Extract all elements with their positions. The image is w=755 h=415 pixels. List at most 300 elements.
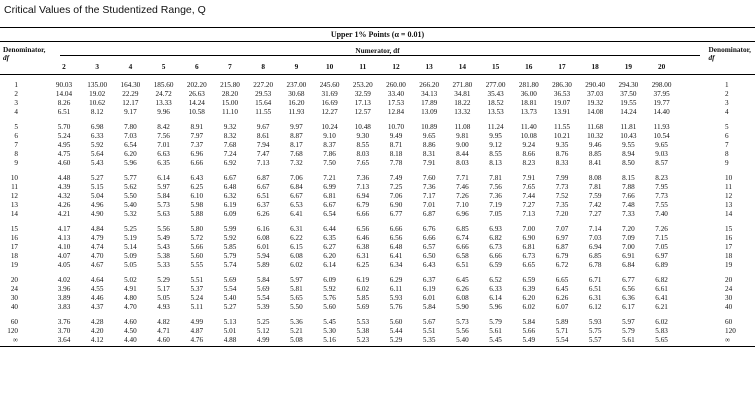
row-df-right: 9 — [725, 159, 729, 167]
table-cell: 271.80 — [452, 81, 473, 89]
table-cell: 7.03 — [588, 234, 602, 242]
table-cell: 5.56 — [157, 225, 170, 233]
table-cell: 5.84 — [256, 276, 270, 284]
table-cell: 4.79 — [90, 234, 104, 242]
table-cell: 6.29 — [389, 276, 403, 284]
table-cell: 6.79 — [555, 252, 569, 260]
table-cell: 6.91 — [622, 252, 635, 260]
table-cell: 5.45 — [323, 318, 336, 326]
row-df-right: 8 — [725, 150, 729, 158]
table-cell: 6.77 — [389, 210, 403, 218]
row-df-left: 120 — [7, 327, 18, 335]
table-cell: 9.81 — [456, 132, 469, 140]
table-cell: 13.53 — [487, 108, 504, 116]
table-cell: 5.54 — [223, 285, 237, 293]
table-cell: 6.87 — [256, 174, 270, 182]
table-cell: 7.50 — [323, 159, 336, 167]
table-cell: 22.29 — [122, 90, 139, 98]
numerator-label: Numerator, df — [355, 46, 400, 55]
table-cell: 7.24 — [223, 150, 237, 158]
table-cell: 6.35 — [157, 159, 170, 167]
table-cell: 5.40 — [456, 336, 469, 344]
row-df-left: 13 — [10, 201, 18, 209]
table-cell: 6.02 — [356, 285, 370, 293]
table-cell: 6.50 — [422, 252, 436, 260]
table-cell: 6.61 — [655, 285, 668, 293]
table-cell: 5.79 — [489, 318, 502, 326]
row-df-right: 15 — [725, 225, 733, 233]
table-cell: 6.01 — [422, 294, 436, 302]
table-cell: 215.80 — [220, 81, 240, 89]
row-df-right: 20 — [725, 276, 733, 284]
table-cell: 4.21 — [57, 210, 71, 218]
column-header: 20 — [657, 62, 666, 71]
column-header: 12 — [392, 62, 400, 71]
table-cell: 6.19 — [422, 285, 436, 293]
table-cell: 4.50 — [124, 327, 137, 335]
table-cell: 6.97 — [555, 234, 569, 242]
row-df-right: 13 — [725, 201, 733, 209]
table-cell: 7.73 — [555, 183, 569, 191]
row-df-left: 20 — [10, 276, 18, 284]
table-cell: 9.65 — [422, 132, 436, 140]
table-cell: 4.60 — [157, 336, 170, 344]
row-df-left: 15 — [10, 225, 18, 233]
table-cell: 4.10 — [57, 243, 71, 251]
table-cell: 6.77 — [622, 276, 635, 284]
table-cell: 8.57 — [655, 159, 668, 167]
column-headers — [0, 62, 755, 72]
table-cell: 5.66 — [522, 327, 536, 335]
row-df-left: 1 — [14, 81, 18, 89]
table-cell: 7.13 — [356, 183, 370, 191]
table-cell: 6.94 — [588, 243, 602, 251]
row-df-right: 1 — [725, 81, 729, 89]
table-cell: 4.37 — [90, 303, 104, 311]
table-cell: 6.51 — [456, 261, 469, 269]
table-cell: 3.89 — [57, 294, 71, 302]
table-row — [0, 108, 755, 117]
table-cell: 9.12 — [489, 141, 502, 149]
table-cell: 6.16 — [256, 225, 270, 233]
table-cell: 4.70 — [124, 303, 137, 311]
table-cell: 7.48 — [622, 201, 635, 209]
table-cell: 4.99 — [190, 318, 204, 326]
table-cell: 5.24 — [57, 132, 71, 140]
table-cell: 12.17 — [122, 99, 139, 107]
row-df-right: 7 — [725, 141, 729, 149]
table-cell: 6.01 — [256, 243, 270, 251]
table-cell: 6.56 — [389, 234, 403, 242]
table-cell: 18.22 — [454, 99, 471, 107]
table-cell: 6.84 — [622, 261, 635, 269]
table-cell: 5.33 — [157, 261, 170, 269]
table-cell: 5.08 — [290, 336, 303, 344]
table-cell: 5.61 — [622, 336, 635, 344]
table-cell: 5.84 — [522, 318, 536, 326]
table-cell: 6.78 — [588, 261, 602, 269]
table-cell: 6.66 — [190, 159, 204, 167]
row-df-right: ∞ — [725, 336, 731, 344]
numerator-rule — [60, 55, 700, 56]
table-cell: 6.31 — [290, 225, 303, 233]
table-cell: 5.43 — [157, 243, 170, 251]
table-cell: 5.40 — [223, 294, 237, 302]
table-cell: 4.70 — [90, 252, 104, 260]
table-cell: 6.38 — [356, 243, 370, 251]
table-cell: 4.74 — [90, 243, 104, 251]
table-cell: 14.04 — [55, 90, 73, 98]
table-cell: 5.99 — [223, 225, 237, 233]
table-cell: 4.80 — [124, 294, 137, 302]
table-cell: 7.07 — [555, 225, 569, 233]
table-row — [0, 261, 755, 270]
table-row — [0, 303, 755, 312]
row-df-left: 60 — [10, 318, 18, 326]
table-cell: 8.15 — [622, 174, 635, 182]
table-cell: 18.81 — [520, 99, 537, 107]
table-cell: 5.85 — [356, 294, 370, 302]
table-cell: 10.70 — [387, 123, 405, 131]
table-cell: 3.96 — [57, 285, 71, 293]
table-cell: 6.07 — [555, 303, 569, 311]
table-cell: 8.87 — [290, 132, 303, 140]
table-cell: 7.59 — [588, 192, 602, 200]
table-cell: 237.00 — [286, 81, 307, 89]
table-cell: 5.05 — [124, 261, 137, 269]
table-cell: 4.87 — [190, 327, 204, 335]
table-body — [0, 75, 755, 405]
table-cell: 6.96 — [456, 210, 469, 218]
table-cell: 8.03 — [356, 150, 370, 158]
table-row — [0, 183, 755, 192]
table-row — [0, 285, 755, 294]
table-cell: 8.12 — [90, 108, 104, 116]
table-cell: 5.90 — [456, 303, 469, 311]
table-cell: 5.76 — [323, 294, 336, 302]
row-df-right: 12 — [725, 192, 733, 200]
table-cell: 277.00 — [485, 81, 506, 89]
table-cell: 4.32 — [57, 192, 71, 200]
row-df-right: 4 — [725, 108, 729, 116]
table-cell: 4.05 — [57, 261, 71, 269]
table-cell: 9.65 — [655, 141, 668, 149]
denominator-label-left-line1: Denominator, — [3, 45, 46, 54]
table-cell: 5.80 — [190, 225, 204, 233]
table-cell: 6.17 — [622, 303, 635, 311]
table-cell: 28.20 — [221, 90, 239, 98]
table-cell: 6.84 — [290, 183, 303, 191]
table-cell: 7.37 — [190, 141, 204, 149]
table-cell: 4.93 — [157, 303, 170, 311]
table-cell: 5.85 — [223, 243, 237, 251]
table-cell: 17.89 — [421, 99, 438, 107]
table-cell: 9.49 — [389, 132, 403, 140]
table-row — [0, 81, 755, 90]
table-cell: 7.09 — [622, 234, 635, 242]
table-cell: 8.91 — [190, 123, 204, 131]
table-cell: 6.19 — [223, 201, 237, 209]
table-cell: 6.51 — [588, 285, 602, 293]
table-cell: 6.37 — [422, 276, 436, 284]
table-cell: 5.50 — [124, 192, 137, 200]
table-cell: 5.19 — [124, 234, 137, 242]
column-header: 8 — [261, 62, 266, 71]
table-cell: 4.46 — [90, 294, 104, 302]
table-cell: 7.27 — [522, 201, 536, 209]
table-cell: 8.50 — [622, 159, 635, 167]
table-cell: 5.27 — [223, 303, 237, 311]
table-cell: 5.93 — [389, 294, 403, 302]
table-cell: 5.54 — [256, 294, 270, 302]
table-cell: 7.01 — [157, 141, 170, 149]
row-df-right: 24 — [725, 285, 733, 293]
table-cell: 5.73 — [456, 318, 469, 326]
table-cell: 6.52 — [489, 276, 502, 284]
table-cell: 10.54 — [653, 132, 670, 140]
table-cell: 6.33 — [90, 132, 104, 140]
table-cell: 7.27 — [588, 210, 602, 218]
table-cell: 5.35 — [422, 336, 436, 344]
table-cell: 9.30 — [356, 132, 370, 140]
table-cell: 5.79 — [622, 327, 635, 335]
table-cell: 6.67 — [223, 174, 237, 182]
table-cell: 6.65 — [555, 276, 569, 284]
table-cell: 5.11 — [190, 303, 203, 311]
table-cell: 5.36 — [290, 318, 303, 326]
table-cell: 13.09 — [421, 108, 438, 116]
table-cell: 15.00 — [221, 99, 239, 107]
table-cell: 6.81 — [323, 192, 336, 200]
table-cell: 8.44 — [456, 150, 469, 158]
table-cell: 7.80 — [124, 123, 137, 131]
table-cell: 5.74 — [223, 261, 237, 269]
table-cell: 10.08 — [520, 132, 537, 140]
table-row — [0, 192, 755, 201]
table-cell: 7.71 — [456, 174, 469, 182]
table-cell: 298.00 — [651, 81, 672, 89]
row-df-right: 10 — [725, 174, 733, 182]
table-cell: 5.84 — [422, 303, 436, 311]
table-cell: 7.95 — [655, 183, 668, 191]
table-cell: 6.46 — [356, 234, 370, 242]
table-cell: 8.33 — [555, 159, 569, 167]
table-cell: 19.32 — [587, 99, 604, 107]
denominator-label-right-line2: df — [708, 53, 715, 62]
table-cell: 6.12 — [588, 303, 602, 311]
table-cell: 13.32 — [454, 108, 471, 116]
table-cell: 7.25 — [389, 183, 403, 191]
table-cell: 6.48 — [389, 243, 403, 251]
row-df-left: 6 — [14, 132, 18, 140]
row-df-right: 18 — [725, 252, 733, 260]
table-cell: 6.81 — [522, 243, 536, 251]
table-cell: 5.73 — [157, 201, 170, 209]
table-cell: 7.52 — [555, 192, 569, 200]
table-cell: 24.72 — [155, 90, 172, 98]
table-cell: 6.74 — [456, 234, 469, 242]
table-cell: 4.48 — [57, 174, 71, 182]
table-cell: 8.08 — [588, 174, 602, 182]
table-cell: 6.98 — [90, 123, 104, 131]
table-cell: 32.59 — [354, 90, 371, 98]
table-cell: 6.11 — [389, 285, 403, 293]
table-cell: 5.51 — [422, 327, 436, 335]
table-cell: 5.38 — [157, 252, 170, 260]
table-cell: 6.08 — [256, 234, 270, 242]
table-cell: 4.71 — [157, 327, 170, 335]
table-cell: 5.93 — [588, 318, 602, 326]
table-cell: 6.85 — [456, 225, 469, 233]
table-cell: 5.94 — [256, 252, 270, 260]
table-cell: 10.89 — [421, 123, 438, 131]
denominator-label-right-line1: Denominator, — [708, 45, 751, 54]
table-cell: 7.65 — [522, 183, 536, 191]
table-cell: 11.40 — [520, 123, 537, 131]
table-cell: 9.46 — [588, 141, 602, 149]
table-cell: 8.61 — [256, 132, 270, 140]
table-cell: 3.70 — [57, 327, 71, 335]
table-cell: 11.10 — [222, 108, 238, 116]
table-cell: 3.76 — [57, 318, 71, 326]
table-cell: 5.32 — [124, 210, 137, 218]
table-cell: 6.92 — [223, 159, 237, 167]
row-df-left: 17 — [10, 243, 18, 251]
table-cell: 5.61 — [489, 327, 502, 335]
table-cell: 5.84 — [157, 192, 170, 200]
table-cell: 11.93 — [653, 123, 670, 131]
row-df-left: 12 — [10, 192, 18, 200]
table-cell: 19.07 — [553, 99, 571, 107]
table-cell: 5.39 — [256, 303, 270, 311]
table-cell: 9.24 — [522, 141, 536, 149]
table-cell: 286.30 — [552, 81, 572, 89]
table-cell: 5.14 — [124, 243, 137, 251]
table-cell: 10.24 — [321, 123, 338, 131]
table-cell: 281.80 — [518, 81, 539, 89]
table-cell: 5.25 — [124, 225, 137, 233]
table-cell: 6.37 — [256, 201, 270, 209]
table-cell: 5.65 — [655, 336, 668, 344]
table-cell: 7.32 — [290, 159, 303, 167]
table-cell: 8.55 — [489, 150, 502, 158]
table-cell: 8.23 — [522, 159, 536, 167]
table-cell: 9.03 — [655, 150, 668, 158]
table-cell: 6.22 — [290, 234, 303, 242]
table-cell: 6.54 — [323, 210, 336, 218]
table-cell: 9.55 — [622, 141, 635, 149]
table-cell: 10.43 — [620, 132, 637, 140]
row-df-left: 24 — [10, 285, 18, 293]
row-df-right: 60 — [725, 318, 733, 326]
column-header: 4 — [128, 62, 133, 71]
table-cell: 4.95 — [57, 141, 71, 149]
table-cell: 6.02 — [655, 318, 668, 326]
table-cell: 6.32 — [223, 192, 237, 200]
table-cell: 6.19 — [356, 276, 370, 284]
table-cell: 5.49 — [157, 234, 170, 242]
table-cell: 11.55 — [255, 108, 272, 116]
table-cell: 15.64 — [255, 99, 272, 107]
table-cell: 13.73 — [520, 108, 537, 116]
table-row — [0, 90, 755, 99]
table-cell: 8.55 — [356, 141, 370, 149]
table-cell: 5.37 — [190, 285, 204, 293]
table-cell: 5.69 — [223, 276, 237, 284]
table-cell: 7.36 — [356, 174, 370, 182]
table-cell: 12.27 — [321, 108, 338, 116]
table-cell: 6.82 — [655, 276, 668, 284]
table-cell: 5.60 — [389, 318, 403, 326]
table-row — [0, 159, 755, 168]
table-cell: 6.48 — [223, 183, 237, 191]
table-cell: 6.63 — [157, 150, 170, 158]
table-cell: 6.53 — [290, 201, 303, 209]
table-cell: 7.26 — [456, 192, 469, 200]
table-cell: 6.45 — [456, 276, 469, 284]
table-cell: 6.56 — [356, 225, 370, 233]
table-cell: 7.60 — [422, 174, 436, 182]
table-cell: 4.90 — [90, 210, 104, 218]
table-cell: 7.46 — [456, 183, 469, 191]
table-cell: 202.20 — [186, 81, 207, 89]
table-cell: 5.24 — [190, 294, 204, 302]
table-cell: 6.41 — [290, 210, 303, 218]
table-cell: 5.96 — [489, 303, 502, 311]
table-cell: 5.38 — [356, 327, 370, 335]
table-cell: 11.81 — [620, 123, 637, 131]
table-row — [0, 336, 755, 345]
table-cell: 7.26 — [655, 225, 668, 233]
table-cell: 4.02 — [57, 276, 71, 284]
table-cell: 7.36 — [422, 183, 436, 191]
table-cell: 6.72 — [555, 261, 569, 269]
column-header: 15 — [491, 62, 500, 71]
table-cell: 5.75 — [588, 327, 602, 335]
table-cell: 7.05 — [655, 243, 668, 251]
table-cell: 185.60 — [153, 81, 174, 89]
table-cell: 6.27 — [323, 243, 336, 251]
table-row — [0, 123, 755, 132]
table-cell: 9.17 — [124, 108, 137, 116]
table-cell: 7.05 — [489, 210, 502, 218]
table-cell: 8.32 — [223, 132, 237, 140]
row-df-left: 10 — [10, 174, 18, 182]
table-cell: 7.10 — [456, 201, 469, 209]
table-cell: 8.94 — [622, 150, 635, 158]
table-cell: 5.01 — [223, 327, 237, 335]
column-header: 9 — [294, 62, 299, 71]
table-cell: 5.89 — [555, 318, 569, 326]
table-cell: 5.49 — [522, 336, 536, 344]
table-cell: 7.55 — [655, 201, 668, 209]
column-header: 2 — [62, 62, 66, 71]
table-cell: 4.84 — [90, 225, 104, 233]
table-cell: 5.62 — [124, 183, 137, 191]
table-cell: 36.53 — [553, 90, 571, 98]
table-cell: 5.40 — [124, 201, 137, 209]
table-cell: 8.41 — [588, 159, 602, 167]
table-cell: 34.13 — [421, 90, 438, 98]
table-cell: 9.95 — [489, 132, 502, 140]
column-header: 17 — [558, 62, 566, 71]
table-cell: 4.64 — [90, 276, 104, 284]
table-cell: 7.56 — [489, 183, 502, 191]
table-cell: 6.33 — [489, 285, 502, 293]
table-row — [0, 276, 755, 285]
row-df-left: 8 — [14, 150, 18, 158]
table-cell: 7.00 — [522, 225, 536, 233]
